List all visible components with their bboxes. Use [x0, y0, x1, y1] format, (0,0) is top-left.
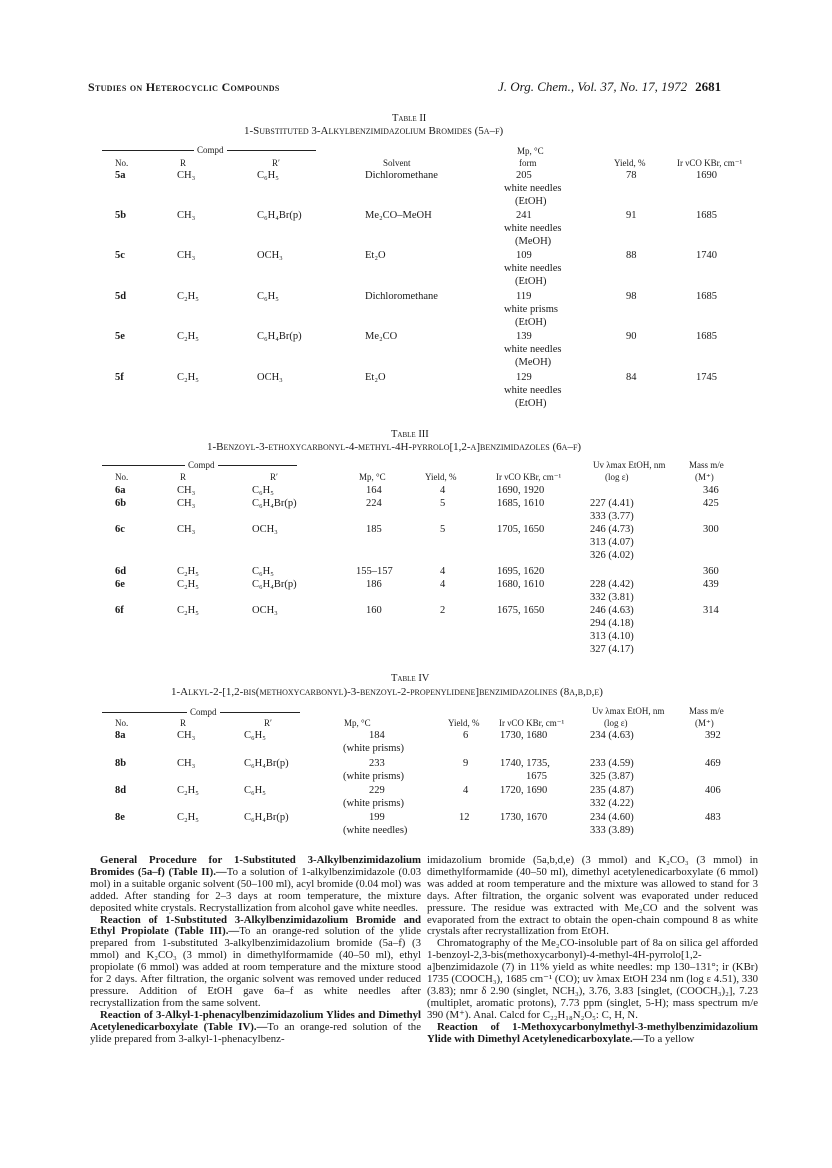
body-paragraph: [427, 938, 758, 1021]
table2-cell-solvent: Me₂CO–MeOH: [365, 210, 432, 221]
table3-cell-mass: 300: [703, 524, 719, 535]
table4-cell-uv: 333 (3.89): [590, 825, 634, 836]
table2-caption: 1-Substituted 3-Alkylbenzimidazolium Bromides (5a–f): [244, 125, 504, 137]
table4-cell-no: 8a: [115, 730, 126, 741]
table2-header-no: No.: [115, 158, 129, 168]
table4-cell-form: (white prisms): [343, 798, 404, 809]
table3-cell-yield: 4: [440, 579, 446, 590]
table2-cell-solvent: Dichloromethane: [365, 170, 438, 181]
table3-cell-no: 6e: [115, 579, 125, 590]
table2-cell-no: 5e: [115, 331, 125, 342]
table4-compd-label: Compd: [187, 707, 220, 718]
table2-cell-no: 5d: [115, 291, 127, 302]
table2-cell-form: white needles: [504, 344, 562, 355]
table3-cell-mass: 314: [703, 605, 719, 616]
table2-cell-yield: 91: [626, 210, 637, 221]
table4-cell-mp: 229: [369, 785, 385, 796]
table2-header-mp: Mp, °C: [517, 146, 544, 156]
table4-cell-form: (white prisms): [343, 743, 404, 754]
paragraph-text: Chromatography of the Me₂CO-insoluble part of 8a on silica gel afforded 1-benzoyl-2,3-bis(methoxycarbonyl)-4-methyl-4H-pyrrolo[1,2-a]benzimidazole (7) in 11% yield as white needles: mp 130–131°; ir (KBr) 1735 (COOCH₃), 1685 cm⁻¹ (CO); uv λmax EtOH 234 nm (log ε 4.51), 330 (3.83); nmr δ 2.90 (singlet, NCH₃), 3.76, 3.83 [singlet, (COOCH₃)₂], 7.23 (multiplet, aromatic protons), 7.73 ppm (singlet, 5-H); mass spectrum m/e 390 (M⁺). Anal. Calcd for C₂₂H₁₈N₂O₅: C, H, N.: [427, 937, 758, 1021]
table2-cell-r: CH₃: [177, 170, 196, 181]
table2-label: Table II: [392, 113, 427, 124]
table3-cell-r: C₂H₅: [177, 605, 199, 616]
table3-cell-yield: 4: [440, 566, 446, 577]
table3-cell-yield: 4: [440, 485, 446, 496]
table3-cell-rp: C₆H₄Br(p): [252, 579, 297, 590]
table3-cell-rp: C₆H₄Br(p): [252, 498, 297, 509]
table3-cell-mass: 360: [703, 566, 719, 577]
table2-cell-form-solvent: (MeOH): [515, 236, 552, 247]
table2-cell-form: white needles: [504, 263, 562, 274]
table4-cell-r: C₂H₅: [177, 812, 199, 823]
table4-cell-rp: C₆H₅: [244, 730, 266, 741]
paragraph-heading: General Procedure for 1-Substituted 3-Alkylbenzimidazolium Bromides (5a–f) (Table II).—: [90, 854, 421, 878]
table3-cell-uv: 313 (4.10): [590, 631, 634, 642]
table2-cell-form-solvent: (EtOH): [515, 196, 547, 207]
table2-cell-mp: 129: [516, 372, 532, 383]
table2-cell-form-solvent: (EtOH): [515, 317, 547, 328]
table2-cell-r: CH₃: [177, 250, 196, 261]
table4-cell-mass: 469: [705, 758, 721, 769]
table2-cell-r: C₂H₅: [177, 331, 199, 342]
table3-cell-ir: 1705, 1650: [497, 524, 545, 535]
table4-header-ir: Ir νCO KBr, cm⁻¹: [499, 718, 565, 728]
table4-cell-ir: 1675: [526, 771, 547, 782]
table4-cell-form: (white needles): [343, 825, 408, 836]
table4-cell-uv: 325 (3.87): [590, 771, 634, 782]
table2-cell-no: 5b: [115, 210, 127, 221]
table4-cell-form: (white prisms): [343, 771, 404, 782]
table2-cell-rp: OCH₃: [257, 372, 283, 383]
table4-cell-r: CH₃: [177, 730, 196, 741]
table4-cell-r: C₂H₅: [177, 785, 199, 796]
table3-cell-r: C₂H₅: [177, 566, 199, 577]
table2-cell-form-solvent: (MeOH): [515, 357, 552, 368]
table4-cell-mass: 392: [705, 730, 721, 741]
table3-cell-rp: OCH₃: [252, 605, 278, 616]
table4-header-uv: Uv λmax EtOH, nm: [592, 706, 665, 716]
table3-cell-ir: 1675, 1650: [497, 605, 545, 616]
table2-cell-solvent: Dichloromethane: [365, 291, 438, 302]
table4-cell-ir: 1720, 1690: [500, 785, 548, 796]
table3-cell-uv: 313 (4.07): [590, 537, 634, 548]
table2-cell-mp: 139: [516, 331, 532, 342]
table2-compd-label: Compd: [194, 145, 227, 156]
table2-cell-form: white needles: [504, 183, 562, 194]
table3-cell-r: C₂H₅: [177, 579, 199, 590]
table3-cell-mp: 160: [366, 605, 382, 616]
table2-cell-rp: C₆H₄Br(p): [257, 331, 302, 342]
table3-cell-mp: 224: [366, 498, 382, 509]
table4-header-mplus: (M⁺): [695, 718, 714, 728]
table3-cell-uv: 246 (4.73): [590, 524, 634, 535]
body-column-left: [90, 855, 421, 1046]
journal-name: J. Org. Chem., Vol. 37, No. 17, 1972: [498, 79, 688, 94]
table4-header-r: R: [180, 718, 187, 728]
table2-cell-form-solvent: (EtOH): [515, 276, 547, 287]
table4-cell-yield: 6: [463, 730, 469, 741]
table2-cell-rp: OCH₃: [257, 250, 283, 261]
table3-cell-mass: 425: [703, 498, 719, 509]
table3-cell-yield: 5: [440, 498, 446, 509]
paragraph-text: To a solution of 1-alkylbenzimidazole (0.03 mol) in a suitable organic solvent (50–100 ml), acyl bromide (0.04 mol) was added. After standing for 2–3 days at room temperature, the mixture deposited white crystals. Recrystallization from alcohol gave white needles.: [90, 865, 422, 914]
table3-cell-ir: 1680, 1610: [497, 579, 545, 590]
table4-cell-mass: 483: [705, 812, 721, 823]
table3-cell-r: CH₃: [177, 524, 196, 535]
table4-cell-rp: C₆H₅: [244, 785, 266, 796]
table3-label: Table III: [391, 429, 429, 440]
table3-cell-mp: 185: [366, 524, 382, 535]
table2-cell-ir: 1685: [696, 331, 717, 342]
table2-cell-ir: 1740: [696, 250, 717, 261]
table4-cell-mp: 184: [369, 730, 385, 741]
table2-cell-rp: C₆H₅: [257, 291, 279, 302]
table3-header-mplus: (M⁺): [695, 472, 714, 482]
table3-header-rp: R′: [270, 472, 278, 482]
table3-header-no: No.: [115, 472, 129, 482]
table4-header-mp: Mp, °C: [344, 718, 371, 728]
journal-citation: [498, 79, 721, 95]
paragraph-text: To an orange-red solution of the ylide prepared from 1-substituted 3-alkylbenzimidazolium bromide (5a–f) (3 mmol) and K₂CO₃ (3 mmol) in dimethylformamide (40–50 ml), ethyl propiolate (6 mmol) was added at room temperature and the mixture stood for 2 days. After filtration, the organic solvent was removed under reduced pressure. Addition of EtOH gave 6a–f as white needles after recrystallization from the same solvent.: [90, 925, 421, 1009]
body-paragraph: [427, 855, 758, 938]
table2-header-ir: Ir νCO KBr, cm⁻¹: [677, 158, 743, 168]
table4-cell-uv: 233 (4.59): [590, 758, 634, 769]
table2-cell-yield: 90: [626, 331, 637, 342]
table2-header-r: R: [180, 158, 187, 168]
body-paragraph: [90, 915, 421, 1010]
table4-cell-no: 8b: [115, 758, 127, 769]
table4-cell-rp: C₆H₄Br(p): [244, 758, 289, 769]
table2-cell-r: CH₃: [177, 210, 196, 221]
running-title: Studies on Heterocyclic Compounds: [88, 80, 280, 94]
table3-cell-rp: OCH₃: [252, 524, 278, 535]
paragraph-text: To an orange-red solution of the ylide prepared from 3-alkyl-1-phenacylbenz-: [90, 1020, 421, 1045]
table4-cell-yield: 12: [459, 812, 470, 823]
table3-header-r: R: [180, 472, 187, 482]
paragraph-heading: Reaction of 1-Methoxycarbonylmethyl-3-methylbenzimidazolium Ylide with Dimethyl Acetylenedicarboxylate.—: [427, 1020, 758, 1045]
table3-cell-uv: 333 (3.77): [590, 511, 634, 522]
table2-cell-form: white prisms: [504, 304, 558, 315]
body-paragraph: [427, 1022, 758, 1046]
page-number: 2681: [695, 79, 722, 94]
table2-cell-solvent: Me₂CO: [365, 331, 398, 342]
table3-cell-mass: 439: [703, 579, 719, 590]
table3-cell-rp: C₆H₅: [252, 566, 274, 577]
table2-header-rp: R′: [272, 158, 280, 168]
table4-cell-mass: 406: [705, 785, 721, 796]
table2-cell-mp: 119: [516, 291, 532, 302]
table3-caption: 1-Benzoyl-3-ethoxycarbonyl-4-methyl-4H-pyrrolo[1,2-a]benzimidazoles (6a–f): [207, 441, 582, 453]
table4-cell-no: 8e: [115, 812, 125, 823]
table3-cell-mp: 155–157: [356, 566, 393, 577]
table2-cell-form: white needles: [504, 385, 562, 396]
table2-cell-yield: 98: [626, 291, 637, 302]
table4-cell-rp: C₆H₄Br(p): [244, 812, 289, 823]
table3-cell-uv: 228 (4.42): [590, 579, 634, 590]
table4-cell-yield: 4: [463, 785, 469, 796]
table3-header-loge: (log ε): [605, 472, 629, 482]
table2-header-form: form: [519, 158, 537, 168]
table3-cell-no: 6d: [115, 566, 127, 577]
table2-cell-ir: 1685: [696, 291, 717, 302]
table2-cell-solvent: Et₂O: [365, 250, 386, 261]
table3-header-yield: Yield, %: [425, 472, 457, 482]
table2-cell-no: 5c: [115, 250, 125, 261]
paragraph-text: imidazolium bromide (5a,b,d,e) (3 mmol) and K₂CO₃ (3 mmol) in dimethylformamide (40–50 ml), dimethyl acetylenedicarboxylate (6 mmol) was added at room temperature and the mixture was allowed to stand for 3 days. After filtration, the organic solvent was evaporated under reduced pressure. The residue was extracted with Me₂CO and the solvent was evaporated from the extract to obtain the open-chain compound 8 as white crystals after recrystallization from EtOH.: [427, 854, 758, 938]
table3-cell-uv: 227 (4.41): [590, 498, 634, 509]
table3-cell-ir: 1695, 1620: [497, 566, 545, 577]
table3-cell-uv: 332 (3.81): [590, 592, 634, 603]
table2-cell-yield: 84: [626, 372, 637, 383]
table3-cell-uv: 294 (4.18): [590, 618, 634, 629]
body-paragraph: [90, 855, 421, 915]
table3-cell-uv: 326 (4.02): [590, 550, 634, 561]
table4-cell-ir: 1730, 1680: [500, 730, 548, 741]
table3-cell-ir: 1690, 1920: [497, 485, 545, 496]
table2-cell-yield: 88: [626, 250, 637, 261]
table2-cell-form: white needles: [504, 223, 562, 234]
table2-cell-no: 5a: [115, 170, 126, 181]
table3-cell-r: CH₃: [177, 485, 196, 496]
table2-header-solvent: Solvent: [383, 158, 411, 168]
table4-label: Table IV: [391, 673, 430, 684]
table4-header-no: No.: [115, 718, 129, 728]
table4-cell-ir: 1740, 1735,: [500, 758, 550, 769]
table2-cell-mp: 205: [516, 170, 532, 181]
table2-header-yield: Yield, %: [614, 158, 646, 168]
table4-cell-yield: 9: [463, 758, 469, 769]
table3-cell-mp: 164: [366, 485, 382, 496]
table4-cell-uv: 235 (4.87): [590, 785, 634, 796]
table3-header-mp: Mp, °C: [359, 472, 386, 482]
table2-cell-no: 5f: [115, 372, 124, 383]
body-column-right: [427, 855, 758, 1046]
table3-cell-no: 6b: [115, 498, 127, 509]
paragraph-text: To a yellow: [643, 1032, 695, 1045]
table4-cell-ir: 1730, 1670: [500, 812, 548, 823]
table4-header-loge: (log ε): [604, 718, 628, 728]
table3-cell-mass: 346: [703, 485, 719, 496]
table2-cell-rp: C₆H₅: [257, 170, 279, 181]
table2-cell-form-solvent: (EtOH): [515, 398, 547, 409]
body-paragraph: [90, 1010, 421, 1046]
table3-cell-uv: 246 (4.63): [590, 605, 634, 616]
table4-cell-uv: 234 (4.60): [590, 812, 634, 823]
table4-cell-no: 8d: [115, 785, 127, 796]
paragraph-heading: Reaction of 1-Substituted 3-Alkylbenzimidazolium Bromide and Ethyl Propiolate (Table III).—: [90, 913, 421, 938]
table4-caption: 1-Alkyl-2-[1,2-bis(methoxycarbonyl)-3-benzoyl-2-propenylidene]benzimidazolines (8a,b,d,e): [171, 686, 603, 698]
table3-cell-no: 6c: [115, 524, 125, 535]
table3-header-ir: Ir νCO KBr, cm⁻¹: [496, 472, 562, 482]
table4-cell-mp: 233: [369, 758, 385, 769]
table2-cell-r: C₂H₅: [177, 372, 199, 383]
table3-compd-label: Compd: [185, 460, 218, 471]
table3-cell-uv: 327 (4.17): [590, 644, 634, 655]
table3-cell-ir: 1685, 1610: [497, 498, 545, 509]
table2-cell-ir: 1745: [696, 372, 717, 383]
table3-header-uv: Uv λmax EtOH, nm: [593, 460, 666, 470]
table4-cell-uv: 332 (4.22): [590, 798, 634, 809]
table2-cell-yield: 78: [626, 170, 637, 181]
table3-cell-mp: 186: [366, 579, 382, 590]
table2-cell-ir: 1690: [696, 170, 717, 181]
table3-header-mass: Mass m/e: [689, 460, 724, 470]
table4-header-rp: R′: [264, 718, 272, 728]
table2-cell-solvent: Et₂O: [365, 372, 386, 383]
table3-cell-no: 6a: [115, 485, 126, 496]
table3-cell-no: 6f: [115, 605, 124, 616]
table3-cell-rp: C₆H₅: [252, 485, 274, 496]
table4-header-mass: Mass m/e: [689, 706, 724, 716]
table2-cell-rp: C₆H₄Br(p): [257, 210, 302, 221]
table4-header-yield: Yield, %: [448, 718, 480, 728]
table4-cell-mp: 199: [369, 812, 385, 823]
table2-cell-mp: 241: [516, 210, 532, 221]
table3-cell-yield: 2: [440, 605, 446, 616]
table2-cell-r: C₂H₅: [177, 291, 199, 302]
table2-cell-mp: 109: [516, 250, 532, 261]
paragraph-heading: Reaction of 3-Alkyl-1-phenacylbenzimidazolium Ylides and Dimethyl Acetylenedicarboxylate (Table IV).—: [90, 1008, 421, 1033]
table4-cell-r: CH₃: [177, 758, 196, 769]
table4-cell-uv: 234 (4.63): [590, 730, 634, 741]
table3-cell-yield: 5: [440, 524, 446, 535]
table2-cell-ir: 1685: [696, 210, 717, 221]
table3-cell-r: CH₃: [177, 498, 196, 509]
